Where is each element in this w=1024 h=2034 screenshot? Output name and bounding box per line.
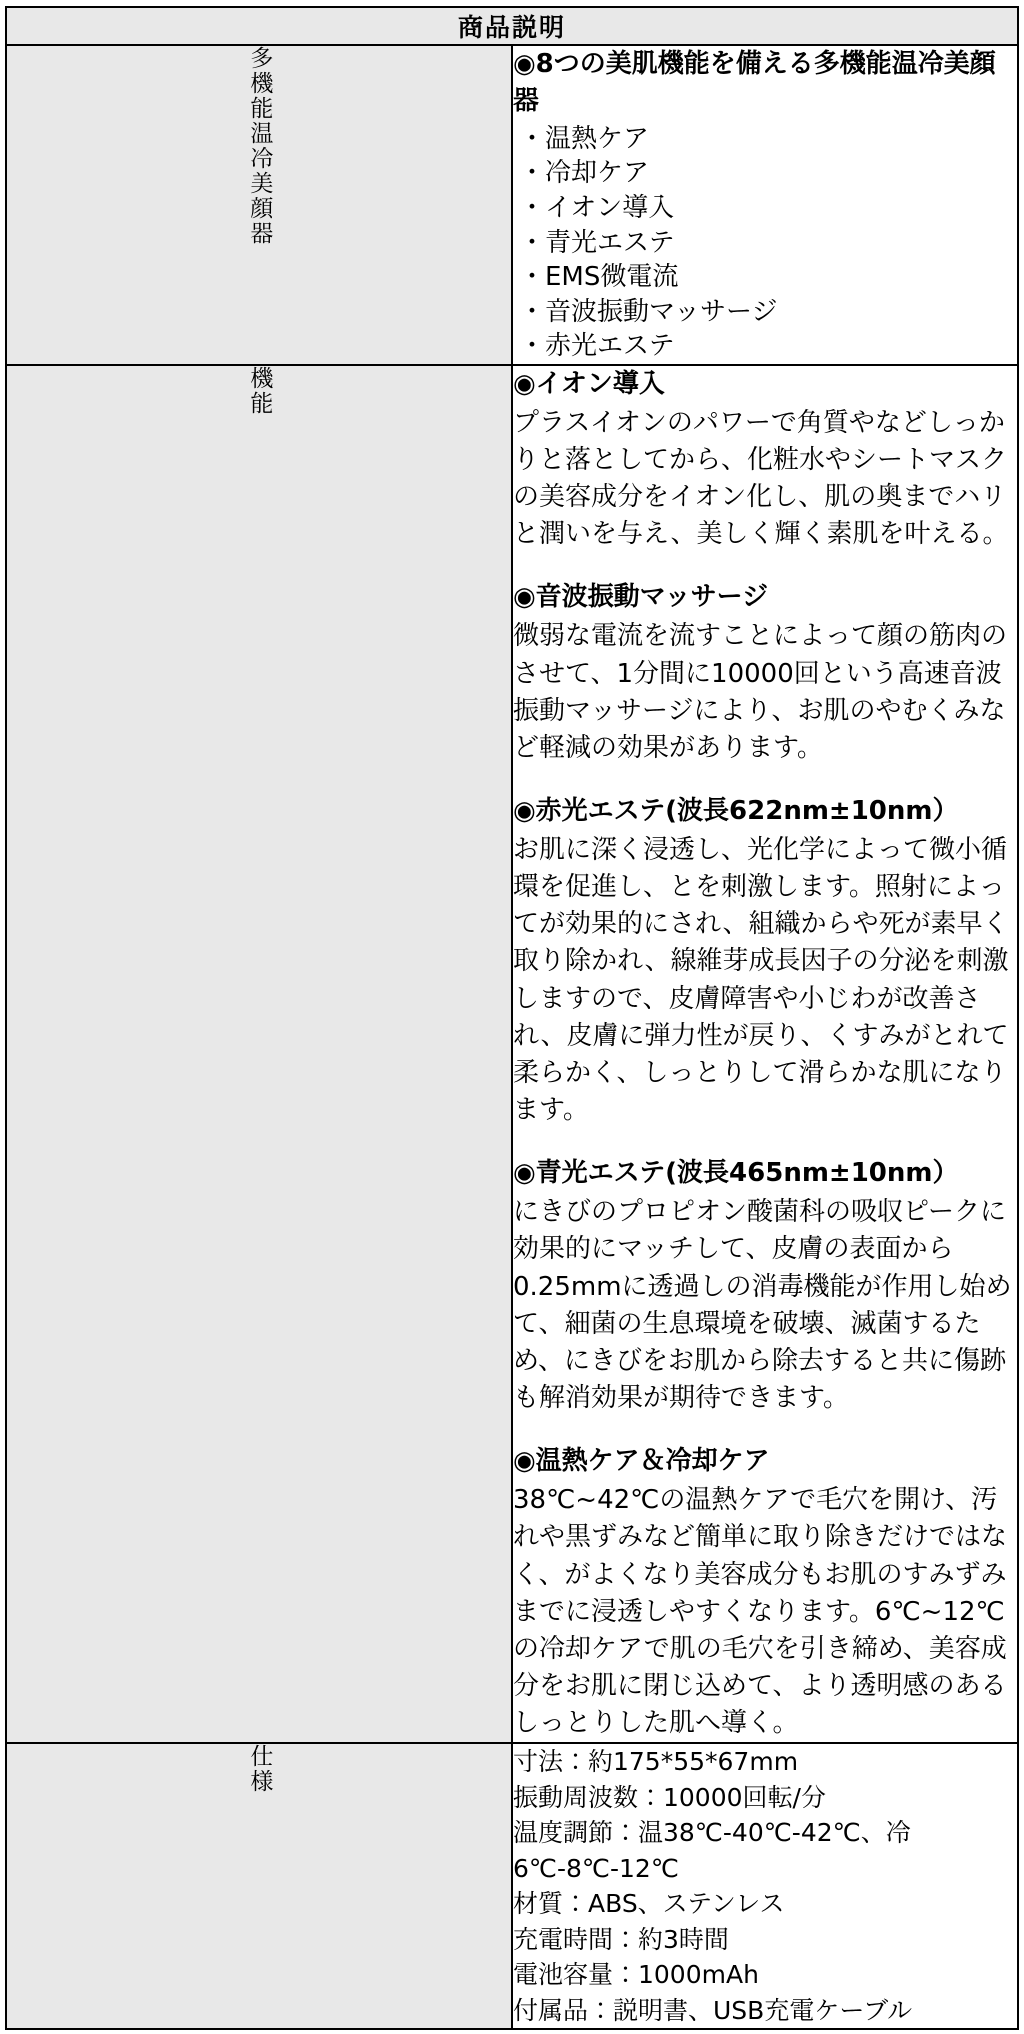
function-block-ion	[513, 366, 1017, 554]
list-item: ・温熱ケア	[519, 123, 650, 154]
table-row	[6, 45, 1018, 365]
row-label-specifications-text: 仕様	[246, 1744, 273, 1795]
row-label-multifunction-text: 多機能温冷美顔器	[246, 46, 273, 246]
function-block-blue-light	[513, 1155, 1017, 1417]
list-item: ・音波振動マッサージ	[519, 296, 778, 327]
function-body: にきびのプロピオン酸菌科の吸収ピークに効果的にマッチして、皮膚の表面から0.25mmに透過しの消毒機能が作用し始めて、細菌の生息環境を破壊、滅菌するため、にきびをお肌から除去すると共に傷跡も解消効果が期待できます。	[513, 1197, 1012, 1414]
spec-item: 寸法：約175*55*67mm	[513, 1747, 799, 1777]
function-body: プラスイオンのパワーで角質やなどしっかりと落としてから、化粧水やシートマスクの美容成分をイオン化し、肌の奥までハリと潤いを与え、美しく輝く素肌を叶える。	[513, 407, 1009, 550]
spec-item: 付属品：説明書、USB充電ケーブル	[513, 1995, 913, 2025]
table-row	[6, 1743, 1018, 2029]
row-label-specifications	[6, 1743, 512, 2029]
function-body: お肌に深く浸透し、光化学によって微小循環を促進し、とを刺激します。照射によってが効果的にされ、組織からや死が素早く取り除かれ、線維芽成長因子の分泌を刺激しますので、皮膚障害や小じわが改善され、皮膚に弾力性が戻り、くすみがとれて柔らかく、しっとりして滑らかな肌になります。	[513, 834, 1009, 1126]
function-block-thermal-cooling	[513, 1443, 1017, 1742]
row-label-functions	[6, 365, 512, 1744]
spec-item: 充電時間：約3時間	[513, 1924, 729, 1954]
spec-item: 温度調節：温38℃-40℃-42℃、冷6℃-8℃-12℃	[513, 1818, 911, 1883]
table-header-row	[6, 7, 1018, 45]
product-spec-table	[5, 6, 1019, 2030]
function-title: ◉イオン導入	[513, 368, 665, 399]
function-body: 38℃~42℃の温熱ケアで毛穴を開け、汚れや黒ずみなど簡単に取り除きだけではなく、がよくなり美容成分もお肌のすみずみまでに浸透しやすくなります。6℃~12℃の冷却ケアで肌の毛穴を引き締め、美容成分をお肌に閉じ込めて、より透明感のあるしっとりした肌へ導く。	[513, 1485, 1008, 1739]
feature-list	[513, 122, 1017, 364]
multifunction-title: ◉8つの美肌機能を備える多機能温冷美顔器	[513, 49, 996, 116]
list-item: ・赤光エステ	[519, 331, 675, 362]
function-body: 微弱な電流を流すことによって顔の筋肉のさせて、1分間に10000回という高速音波振動マッサージにより、お肌のやむくみなど軽減の効果があります。	[513, 621, 1008, 763]
functions-content	[512, 365, 1018, 1744]
table-header-title: 商品説明	[6, 7, 1018, 45]
row-label-functions-text: 機能	[246, 365, 273, 416]
function-title: ◉温熱ケア＆冷却ケア	[513, 1446, 770, 1477]
spec-item: 振動周波数：10000回転/分	[513, 1782, 826, 1812]
multifunction-content	[512, 45, 1018, 365]
function-block-red-light	[513, 793, 1017, 1129]
function-title: ◉音波振動マッサージ	[513, 582, 769, 613]
table-row	[6, 365, 1018, 1744]
function-title: ◉赤光エステ(波長622nm±10nm）	[513, 796, 959, 827]
list-item: ・イオン導入	[519, 192, 675, 223]
spec-item: 材質：ABS、ステンレス	[513, 1889, 785, 1919]
specifications-content	[512, 1743, 1018, 2029]
list-item: ・冷却ケア	[519, 158, 650, 189]
spec-item: 電池容量：1000mAh	[513, 1960, 759, 1990]
list-item: ・EMS微電流	[519, 262, 679, 293]
function-block-sonic	[513, 579, 1017, 767]
list-item: ・青光エステ	[519, 227, 675, 258]
function-title: ◉青光エステ(波長465nm±10nm）	[513, 1158, 959, 1189]
row-label-multifunction	[6, 45, 512, 365]
